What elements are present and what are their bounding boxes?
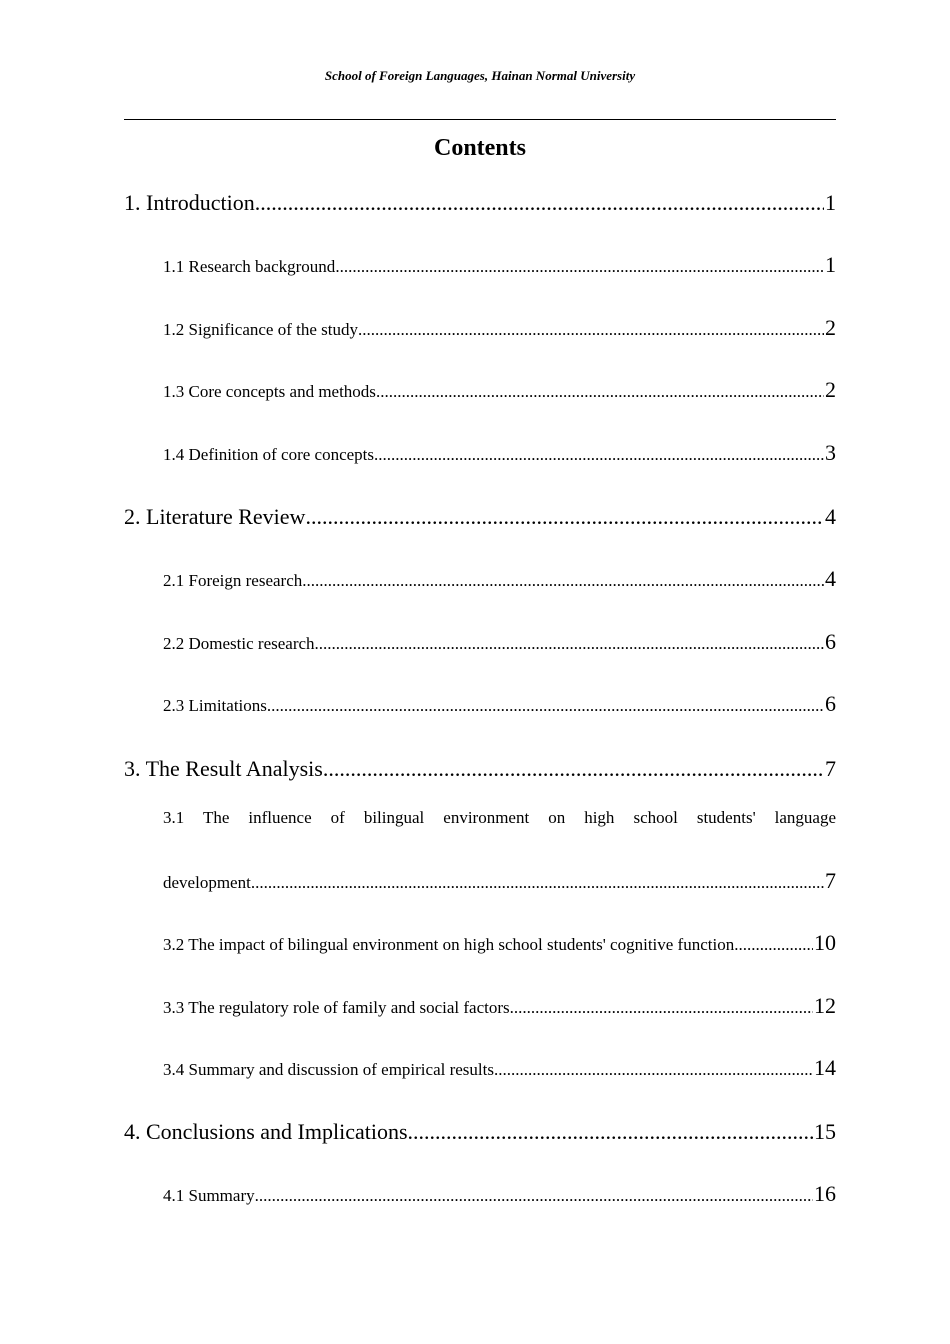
toc-entry-empirical-results[interactable] bbox=[163, 1057, 836, 1081]
toc-entry-summary[interactable] bbox=[163, 1183, 836, 1207]
toc-entry-label: 4.1 Summary bbox=[163, 1186, 255, 1205]
toc-entry-page: 12 bbox=[814, 995, 836, 1018]
dot-leader bbox=[255, 1185, 813, 1207]
toc-entry-limitations[interactable] bbox=[163, 693, 836, 717]
dot-leader bbox=[335, 256, 824, 278]
toc-entry-conclusions[interactable] bbox=[124, 1119, 836, 1145]
toc-entry-label: 3.2 The impact of bilingual environment on high school students' cognitive function bbox=[163, 935, 735, 954]
toc-entry-page: 3 bbox=[825, 442, 836, 465]
toc-entry-cognitive-function[interactable] bbox=[163, 932, 836, 956]
dot-leader bbox=[408, 1119, 813, 1145]
toc-entry-label: 3.4 Summary and discussion of empirical results bbox=[163, 1060, 494, 1079]
toc-entry-definition[interactable] bbox=[163, 442, 836, 466]
toc-entry-page: 6 bbox=[825, 693, 836, 716]
toc-entry-page: 2 bbox=[825, 317, 836, 340]
toc-entry-significance[interactable] bbox=[163, 317, 836, 341]
toc-entry-label: development bbox=[163, 873, 251, 892]
dot-leader bbox=[315, 633, 824, 655]
toc-entry-page: 7 bbox=[825, 870, 836, 893]
dot-leader bbox=[374, 444, 824, 466]
dot-leader bbox=[358, 319, 824, 341]
toc-entry-research-background[interactable] bbox=[163, 254, 836, 278]
dot-leader bbox=[305, 504, 824, 530]
toc-entry-page: 1 bbox=[825, 254, 836, 277]
toc-entry-label: 1. Introduction bbox=[124, 190, 255, 215]
toc-entry-label: 2.3 Limitations bbox=[163, 696, 267, 715]
toc-entry-label: 1.1 Research background bbox=[163, 257, 336, 276]
toc-entry-label: 3.3 The regulatory role of family and social factors bbox=[163, 998, 510, 1017]
dot-leader bbox=[255, 190, 824, 216]
toc-entry-page: 1 bbox=[825, 190, 836, 215]
toc-entry-language-development[interactable] bbox=[163, 870, 836, 894]
toc-entry-page: 4 bbox=[825, 504, 836, 529]
toc-entry-family-social-factors[interactable] bbox=[163, 995, 836, 1019]
toc-entry-page: 10 bbox=[814, 932, 836, 955]
page-header: School of Foreign Languages, Hainan Normal University bbox=[324, 68, 636, 83]
dot-leader bbox=[267, 695, 824, 717]
dot-leader bbox=[494, 1059, 813, 1081]
toc-entry-label: 1.2 Significance of the study bbox=[163, 320, 358, 339]
toc-entry-label: 3. The Result Analysis bbox=[124, 756, 323, 781]
toc-entry-page: 2 bbox=[825, 379, 836, 402]
dot-leader bbox=[302, 570, 824, 592]
toc-entry-page: 16 bbox=[814, 1183, 836, 1206]
toc-entry-page: 4 bbox=[825, 568, 836, 591]
dot-leader bbox=[510, 997, 813, 1019]
dot-leader bbox=[734, 934, 813, 956]
toc-entry-label: 2.2 Domestic research bbox=[163, 634, 315, 653]
toc-entry-label: 2. Literature Review bbox=[124, 504, 306, 529]
toc-entry-label: 4. Conclusions and Implications bbox=[124, 1119, 408, 1144]
toc-entry-introduction[interactable] bbox=[124, 190, 836, 216]
toc-entry-domestic-research[interactable] bbox=[163, 631, 836, 655]
toc-entry-label: 1.3 Core concepts and methods bbox=[163, 382, 376, 401]
dot-leader bbox=[323, 756, 824, 782]
toc-entry-label: 2.1 Foreign research bbox=[163, 571, 303, 590]
toc-entry-page: 14 bbox=[814, 1057, 836, 1080]
toc-entry-result-analysis[interactable] bbox=[124, 756, 836, 782]
toc-entry-label-line1[interactable]: 3.1 The influence of bilingual environment on high school students' language bbox=[163, 808, 836, 827]
toc-entry-literature-review[interactable] bbox=[124, 504, 836, 530]
toc-entry-page: 7 bbox=[825, 756, 836, 781]
toc-entry-label: 1.4 Definition of core concepts bbox=[163, 445, 375, 464]
header-rule bbox=[124, 119, 836, 120]
toc-entry-foreign-research[interactable] bbox=[163, 568, 836, 592]
toc-entry-page: 6 bbox=[825, 631, 836, 654]
toc-title: Contents bbox=[433, 135, 526, 161]
toc-entry-page: 15 bbox=[814, 1119, 836, 1144]
toc-entry-core-concepts-methods[interactable] bbox=[163, 379, 836, 403]
dot-leader bbox=[376, 381, 824, 403]
dot-leader bbox=[251, 872, 824, 894]
